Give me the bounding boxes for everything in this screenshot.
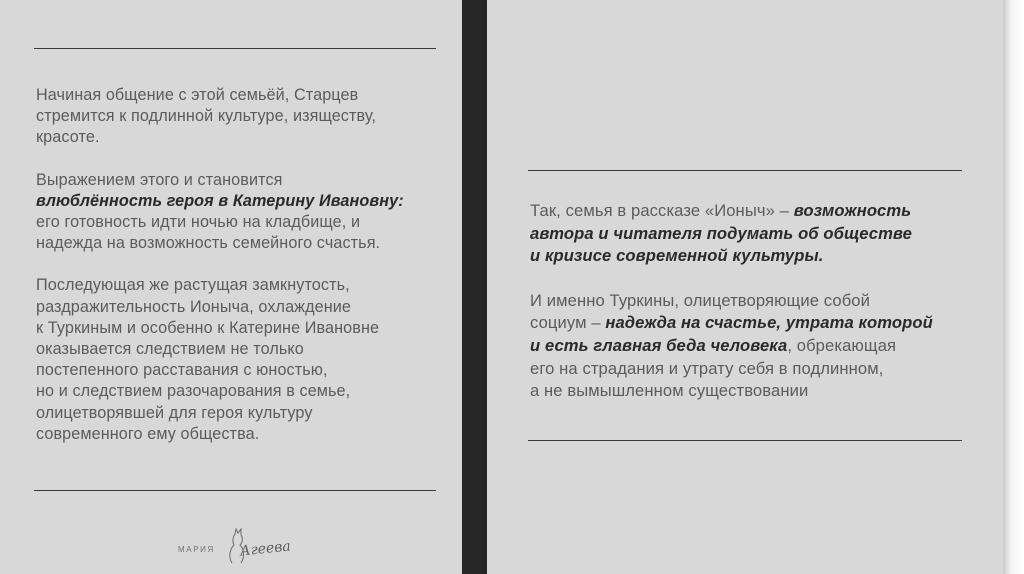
right-paragraph-2 bbox=[530, 290, 970, 403]
emphasis-text: и кризисе современной культуры. bbox=[530, 246, 824, 266]
text-line: стремится к подлинной культуре, изяществу, bbox=[36, 107, 377, 126]
page-edge-shadow bbox=[1003, 0, 1024, 574]
text-line: социум – bbox=[530, 313, 606, 333]
text-line: Последующая же растущая замкнутость, bbox=[36, 276, 350, 295]
text-line: современного ему общества. bbox=[36, 424, 260, 443]
text-line: надежда на возможность семейного счастья. bbox=[36, 234, 381, 253]
text-line: его на страдания и утрату себя в подлинном, bbox=[530, 358, 884, 378]
text-line: к Туркиным и особенно к Катерине Ивановне bbox=[36, 318, 380, 337]
right-paragraph-1 bbox=[530, 200, 970, 268]
right-bottom-rule bbox=[528, 440, 962, 441]
logo-last-name: Агеева bbox=[239, 538, 292, 560]
text-line: раздражительность Ионыча, охлаждение bbox=[36, 297, 352, 316]
left-paragraph-2 bbox=[36, 170, 456, 255]
right-page-text bbox=[530, 200, 970, 403]
text-line: Выражением этого и становится bbox=[36, 170, 283, 189]
emphasis-text: надежда на счастье, утрата которой bbox=[605, 313, 933, 333]
author-logo bbox=[178, 525, 292, 571]
left-paragraph-1 bbox=[36, 85, 456, 149]
text-line: И именно Туркины, олицетворяющие собой bbox=[530, 290, 871, 310]
emphasis-text: и есть главная беда человека bbox=[530, 335, 788, 355]
text-line: но и следствием разочарования в семье, bbox=[36, 382, 351, 401]
emphasis-text: автора и читателя подумать об обществе bbox=[530, 223, 912, 243]
text-line: постепенного расставания с юностью, bbox=[36, 361, 328, 380]
text-line: оказывается следствием не только bbox=[36, 340, 304, 359]
left-paragraph-3 bbox=[36, 275, 456, 445]
left-top-rule bbox=[34, 48, 436, 49]
logo-first-name: МАРИЯ bbox=[178, 545, 215, 554]
left-page-text bbox=[36, 85, 456, 445]
right-top-rule bbox=[528, 170, 962, 171]
left-bottom-rule bbox=[34, 490, 436, 491]
text-line: Начиная общение с этой семьёй, Старцев bbox=[36, 86, 359, 104]
text-line: олицетворявшей для героя культуру bbox=[36, 403, 313, 422]
text-line: его готовность идти ночью на кладбище, и bbox=[36, 213, 361, 232]
text-line: красоте. bbox=[36, 128, 100, 147]
book-gutter bbox=[462, 0, 487, 574]
text-line: Так, семья в рассказе «Ионыч» – bbox=[530, 201, 794, 220]
text-line: , обрекающая bbox=[787, 335, 897, 355]
emphasis-text: возможность bbox=[793, 201, 912, 220]
text-line: а не вымышленном существовании bbox=[530, 381, 809, 401]
emphasis-text: влюблённость героя в Катерину Ивановну: bbox=[36, 191, 404, 210]
